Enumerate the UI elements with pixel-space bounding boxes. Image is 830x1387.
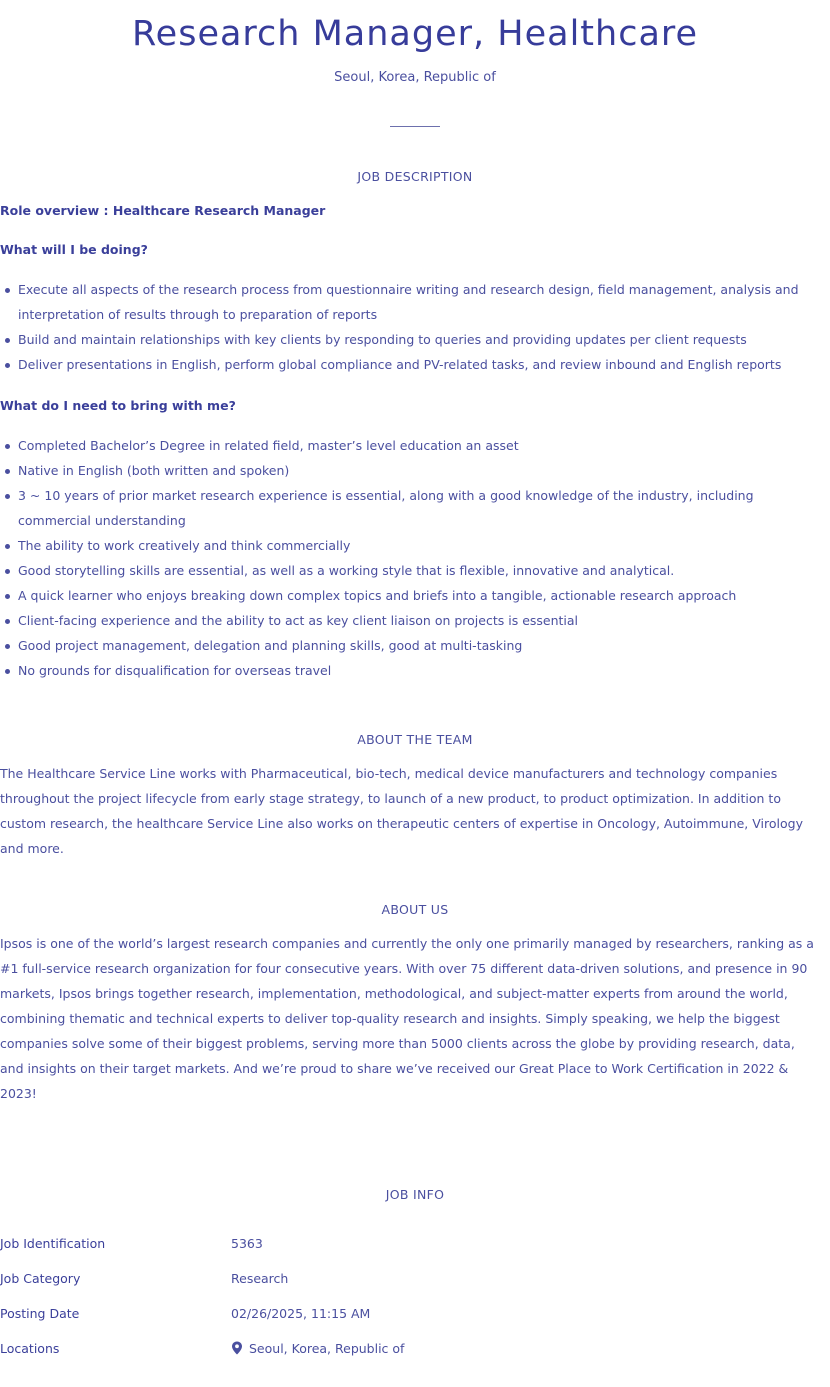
bullet-dot [5,494,10,499]
list-item-text: No grounds for disqualification for overseas travel [18,663,332,678]
info-row-locations [0,1341,830,1361]
list-item [0,458,830,483]
list-item-text: Deliver presentations in English, perform global compliance and PV-related tasks, and review inbound and English reports [18,357,782,372]
list-item-text: Good project management, delegation and planning skills, good at multi-tasking [18,638,523,653]
list-item-text: The ability to work creatively and think commercially [18,538,351,553]
map-pin-icon [231,1341,243,1355]
bring-heading: What do I need to bring with me? [0,398,236,413]
about-team-heading: ABOUT THE TEAM [357,732,473,747]
info-label: Posting Date [0,1306,80,1321]
bullet-dot [5,444,10,449]
list-item-text: Good storytelling skills are essential, as well as a working style that is flexible, innovative and analytical. [18,563,675,578]
bullet-dot [5,288,10,293]
list-item-text: Execute all aspects of the research process from questionnaire writing and research design, field management, analysis and interpretation of results through to preparation of reports [18,282,799,322]
info-value: 5363 [231,1236,263,1251]
list-item-text: Build and maintain relationships with key clients by responding to queries and providing updates per client requests [18,332,747,347]
job-title: Research Manager, Healthcare [131,14,699,54]
info-value: 02/26/2025, 11:15 AM [231,1306,371,1321]
bullet-dot [5,469,10,474]
list-item-text: 3 ~ 10 years of prior market research experience is essential, along with a good knowledge of the industry, including commercial understanding [18,488,754,528]
bullet-dot [5,338,10,343]
list-item [0,633,830,658]
location-text: Seoul, Korea, Republic of [249,1341,405,1356]
about-us-text: Ipsos is one of the world’s largest research companies and currently the only one primarily managed by researchers, ranking as a #1 full-service research organization for four consecutive years. With over 75 different data-driven solutions, and presence in 90 markets, Ipsos brings together research, implementation, methodological, and subject-matter experts from around the world, combining thematic and technical experts to deliver top-quality research and insights. Simply speaking, we help the biggest companies solve some of their biggest problems, serving more than 5000 clients across the globe by providing research, data, and insights on their target markets. And we’re proud to share we’ve received our Great Place to Work Certification in 2022 & 2023! [0,936,814,1101]
info-label: Locations [0,1341,60,1356]
bullet-dot [5,669,10,674]
info-value: Research [231,1271,289,1286]
title-divider [390,126,440,127]
bullet-dot [5,544,10,549]
doing-list [0,277,830,377]
about-us-heading: ABOUT US [381,902,449,917]
job-info-heading: JOB INFO [385,1187,445,1202]
info-label: Job Category [0,1271,81,1286]
info-value-location [231,1341,404,1356]
list-item [0,533,830,558]
list-item [0,608,830,633]
list-item [0,583,830,608]
list-item-text: A quick learner who enjoys breaking down complex topics and briefs into a tangible, actionable research approach [18,588,737,603]
bullet-dot [5,594,10,599]
info-row-posting-date [0,1306,830,1326]
bullet-dot [5,644,10,649]
info-label: Job Identification [0,1236,106,1251]
bullet-dot [5,569,10,574]
doing-heading: What will I be doing? [0,242,148,257]
list-item [0,483,830,533]
role-overview: Role overview : Healthcare Research Manager [0,203,326,218]
info-row-job-category [0,1271,830,1291]
list-item-text: Native in English (both written and spoken) [18,463,290,478]
job-description-heading: JOB DESCRIPTION [357,169,473,184]
bullet-dot [5,619,10,624]
list-item [0,433,830,458]
job-location: Seoul, Korea, Republic of [334,70,496,85]
info-row-job-id [0,1236,830,1256]
bullet-dot [5,363,10,368]
list-item [0,277,830,327]
bring-list [0,433,830,683]
list-item [0,327,830,352]
list-item-text: Client-facing experience and the ability to act as key client liaison on projects is essential [18,613,579,628]
about-team-text: The Healthcare Service Line works with Pharmaceutical, bio-tech, medical device manufacturers and technology companies throughout the project lifecycle from early stage strategy, to launch of a new product, to product optimization. In addition to custom research, the healthcare Service Line also works on therapeutic centers of expertise in Oncology, Autoimmune, Virology and more. [0,766,803,856]
list-item [0,352,830,377]
list-item [0,558,830,583]
list-item [0,658,830,683]
list-item-text: Completed Bachelor’s Degree in related field, master’s level education an asset [18,438,519,453]
